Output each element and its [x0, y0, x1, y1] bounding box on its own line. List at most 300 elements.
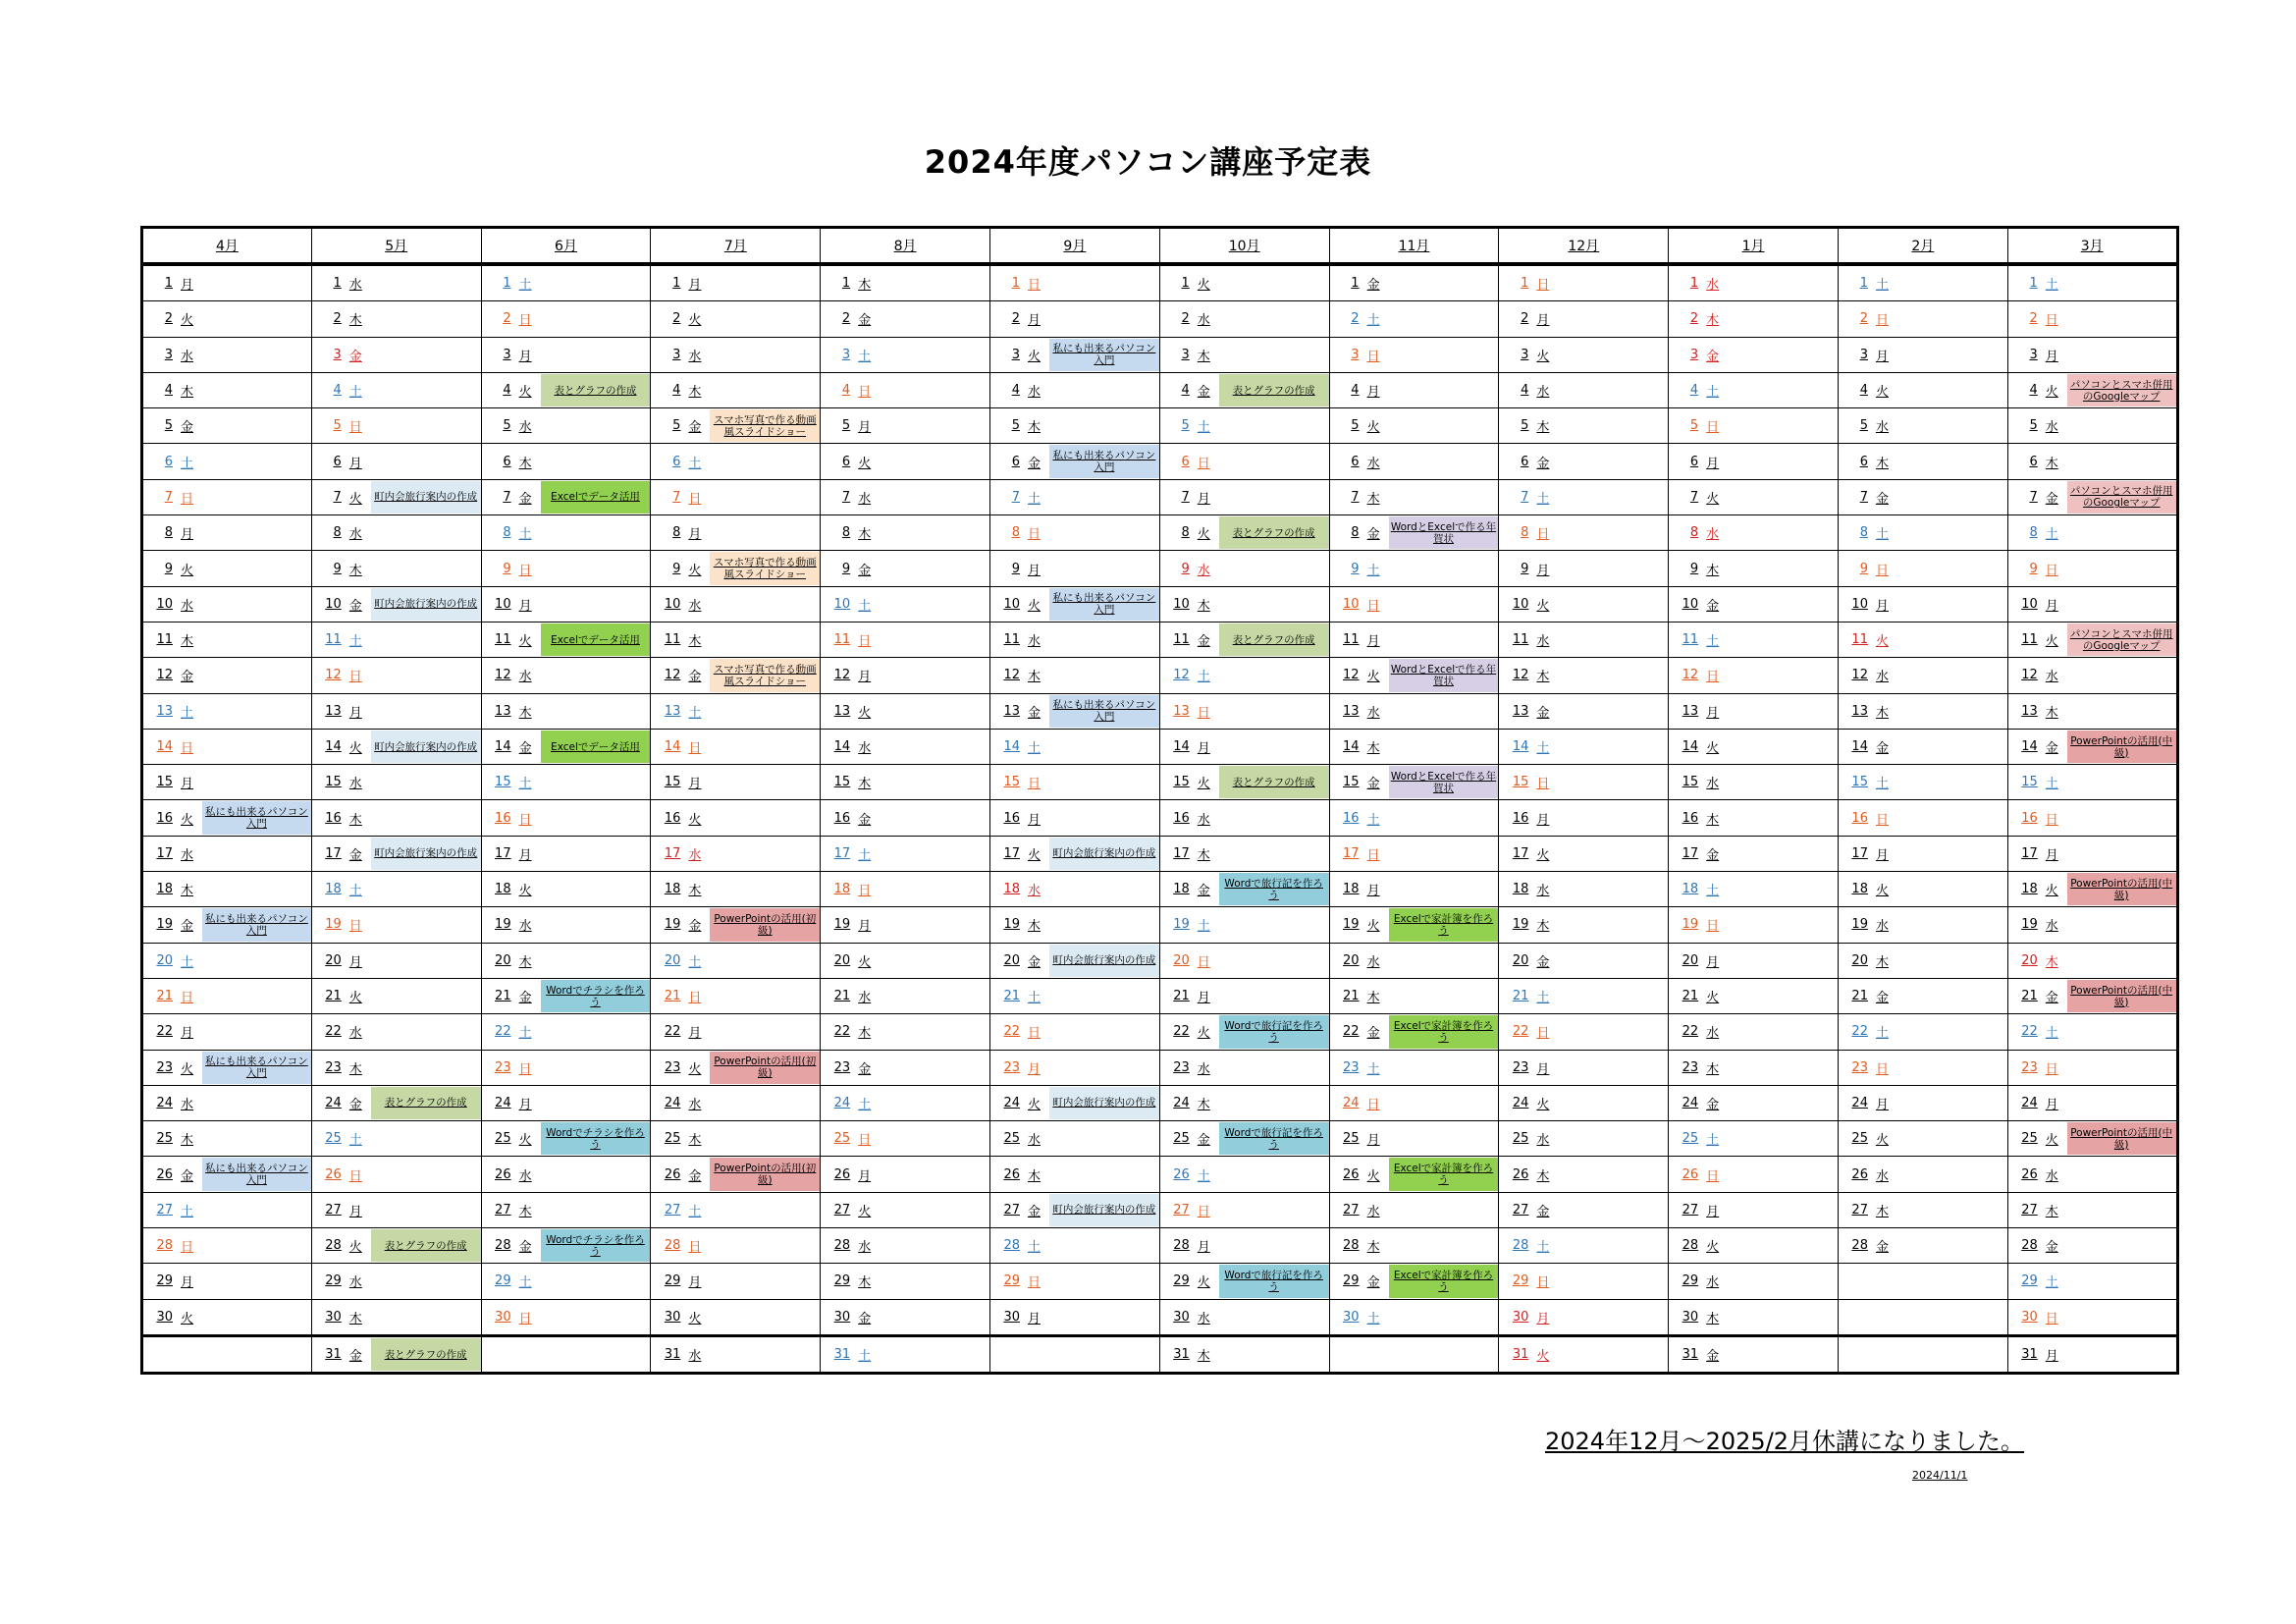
- weekday: 月: [518, 1097, 532, 1112]
- day-number: 12: [1851, 668, 1868, 683]
- day-number: 25: [156, 1131, 173, 1147]
- day-row: [142, 264, 2178, 301]
- day-number: 13: [325, 703, 342, 719]
- day-number: 7: [841, 489, 851, 505]
- day-cell: [1838, 479, 2007, 514]
- day-number: 22: [325, 1024, 342, 1040]
- course-event: Excelで家計簿を作ろう: [1389, 908, 1499, 941]
- day-number: 30: [1173, 1309, 1190, 1325]
- day-number: 18: [156, 882, 173, 897]
- day-cell: [821, 765, 990, 800]
- day-number: 20: [2021, 952, 2038, 968]
- weekday: 土: [1875, 527, 1889, 543]
- day-number: 17: [1512, 845, 1529, 861]
- weekday: 木: [181, 1133, 194, 1149]
- day-cell-content: [1669, 694, 1838, 729]
- day-cell: [1159, 1264, 1329, 1299]
- day-cell-content: [312, 551, 481, 585]
- day-cell: [1499, 551, 1669, 586]
- day-number: 25: [1512, 1131, 1529, 1147]
- weekday: 日: [858, 385, 872, 401]
- day-cell: [821, 1192, 990, 1227]
- weekday: 日: [1027, 1026, 1041, 1042]
- day-cell: [1159, 729, 1329, 764]
- day-number: 16: [833, 810, 851, 826]
- day-number: 30: [495, 1309, 511, 1325]
- day-cell-content: [1839, 765, 2007, 799]
- weekday: 木: [181, 884, 194, 899]
- weekday: 金: [518, 991, 532, 1006]
- day-number: 18: [325, 882, 342, 897]
- day-cell: [481, 444, 651, 479]
- day-number: 24: [1851, 1095, 1868, 1110]
- day-cell-content: [2008, 1121, 2176, 1156]
- day-cell-content: [990, 301, 1159, 336]
- day-cell-content: [990, 266, 1159, 300]
- day-cell-content: [1669, 623, 1838, 657]
- day-number: 19: [1851, 917, 1868, 933]
- day-cell-content: [482, 800, 651, 835]
- weekday: 日: [2045, 1061, 2058, 1077]
- course-event: スマホ写真で作る動画風スライドショー: [710, 409, 820, 442]
- weekday: 金: [1197, 884, 1210, 899]
- day-number: 4: [672, 383, 681, 399]
- weekday: 日: [1875, 812, 1889, 828]
- weekday: 月: [1027, 563, 1041, 578]
- day-cell-content: [312, 658, 481, 692]
- course-event: 表とグラフの作成: [371, 1087, 481, 1119]
- day-cell-content: [143, 623, 311, 657]
- day-cell-content: [482, 1157, 651, 1191]
- day-cell-content: [312, 1193, 481, 1227]
- weekday: 土: [518, 278, 532, 294]
- weekday: 日: [1875, 313, 1889, 329]
- day-number: 4: [1181, 383, 1190, 399]
- day-number: 10: [1851, 596, 1868, 612]
- day-cell-content: [312, 1300, 481, 1334]
- weekday: 月: [1536, 1061, 1550, 1077]
- weekday: 火: [688, 563, 702, 578]
- day-cell: [311, 693, 481, 729]
- course-event: PowerPointの活用(初級): [710, 1158, 820, 1190]
- day-number: 9: [2029, 561, 2038, 576]
- day-cell: [821, 301, 990, 337]
- day-cell-content: [2008, 800, 2176, 835]
- day-cell: [311, 264, 481, 301]
- day-number: 12: [833, 668, 851, 683]
- day-cell: [481, 943, 651, 978]
- day-cell-content: [1839, 1300, 2007, 1334]
- weekday: 土: [688, 1204, 702, 1219]
- day-cell: [1499, 586, 1669, 622]
- day-number: 6: [333, 454, 342, 469]
- day-cell: [311, 408, 481, 444]
- day-cell-content: [312, 694, 481, 729]
- day-cell: [1669, 1264, 1839, 1299]
- weekday: 金: [1366, 1026, 1380, 1042]
- day-number: 30: [833, 1309, 851, 1325]
- day-number: 17: [1851, 845, 1868, 861]
- weekday: 金: [1875, 491, 1889, 507]
- day-number: 23: [1173, 1059, 1190, 1075]
- day-cell-content: [1330, 515, 1499, 550]
- weekday: 火: [1197, 527, 1210, 543]
- weekday: 日: [2045, 812, 2058, 828]
- day-cell-content: [1499, 907, 1668, 942]
- day-cell: [989, 372, 1159, 407]
- day-cell-content: [312, 444, 481, 478]
- day-number: 22: [1173, 1024, 1190, 1040]
- day-cell-content: [1330, 1157, 1499, 1191]
- day-cell: [651, 515, 821, 551]
- day-cell-content: [1839, 907, 2007, 942]
- day-number: 16: [495, 810, 511, 826]
- day-number: 28: [1851, 1238, 1868, 1254]
- day-number: 16: [1851, 810, 1868, 826]
- day-cell-content: [1839, 800, 2007, 835]
- weekday: 金: [1536, 1204, 1550, 1219]
- day-number: 8: [164, 525, 173, 541]
- day-row: [142, 372, 2178, 407]
- day-cell-content: [482, 373, 651, 407]
- day-cell: [142, 729, 312, 764]
- weekday: 火: [1875, 884, 1889, 899]
- day-number: 13: [1851, 703, 1868, 719]
- day-cell: [1499, 872, 1669, 907]
- day-cell: [1159, 943, 1329, 978]
- course-event: WordとExcelで作る年賀状: [1389, 659, 1499, 691]
- day-cell: [651, 622, 821, 657]
- day-cell: [481, 1121, 651, 1157]
- day-number: 18: [664, 882, 681, 897]
- day-cell: [1669, 551, 1839, 586]
- weekday: 日: [1706, 420, 1720, 436]
- day-cell-content: [821, 301, 989, 336]
- weekday: 木: [858, 777, 872, 792]
- day-cell-content: [312, 907, 481, 942]
- day-cell: [1669, 301, 1839, 337]
- day-cell-content: [990, 1264, 1159, 1298]
- day-number: 16: [1173, 810, 1190, 826]
- course-event: スマホ写真で作る動画風スライドショー: [710, 659, 820, 691]
- day-cell: [1669, 622, 1839, 657]
- day-cell: [311, 1335, 481, 1373]
- day-cell: [1499, 622, 1669, 657]
- day-cell-content: [990, 979, 1159, 1013]
- day-number: 7: [503, 489, 511, 505]
- day-number: 25: [664, 1131, 681, 1147]
- day-cell: [311, 1228, 481, 1264]
- day-cell: [2007, 1157, 2177, 1192]
- course-event: 町内会旅行案内の作成: [371, 481, 481, 514]
- day-number: 5: [2029, 418, 2038, 434]
- day-cell: [1159, 264, 1329, 301]
- day-number: 6: [1689, 454, 1699, 469]
- day-number: 22: [1682, 1024, 1699, 1040]
- day-number: 12: [664, 668, 681, 683]
- day-number: 20: [833, 952, 851, 968]
- weekday: 水: [858, 741, 872, 756]
- day-cell: [651, 800, 821, 836]
- day-row: [142, 1050, 2178, 1085]
- day-cell-content: [1160, 944, 1329, 978]
- day-cell-content: [821, 765, 989, 799]
- day-cell: [1159, 693, 1329, 729]
- day-number: 2: [672, 311, 681, 327]
- day-cell-content: [1669, 837, 1838, 871]
- day-cell-content: [1499, 480, 1668, 514]
- day-cell: [1159, 1014, 1329, 1050]
- day-cell: [821, 586, 990, 622]
- day-number: 12: [1173, 668, 1190, 683]
- day-cell: [2007, 372, 2177, 407]
- day-cell-content: [1839, 587, 2007, 622]
- weekday: 土: [348, 1133, 362, 1149]
- day-number: 3: [672, 347, 681, 362]
- day-cell: [311, 765, 481, 800]
- day-cell-content: [990, 800, 1159, 835]
- day-cell-content: [312, 338, 481, 372]
- weekday: 火: [1536, 349, 1550, 364]
- day-cell-content: [1839, 623, 2007, 657]
- day-cell-content: [482, 944, 651, 978]
- day-cell: [311, 551, 481, 586]
- day-number: 14: [495, 739, 511, 754]
- day-number: 29: [1003, 1273, 1020, 1289]
- day-number: 11: [325, 632, 342, 648]
- day-number: 16: [1003, 810, 1020, 826]
- day-cell-content: [1669, 765, 1838, 799]
- day-cell-content: [1839, 1264, 2007, 1298]
- day-cell: [1329, 622, 1499, 657]
- update-date: 2024/11/1: [1912, 1469, 1968, 1482]
- day-cell: [2007, 765, 2177, 800]
- day-number: 21: [1851, 989, 1868, 1004]
- weekday: 月: [688, 278, 702, 294]
- day-number: 19: [2021, 917, 2038, 933]
- weekday: 月: [858, 670, 872, 685]
- day-number: 28: [1003, 1238, 1020, 1254]
- weekday: 火: [688, 812, 702, 828]
- weekday: 水: [1027, 634, 1041, 650]
- day-cell: [651, 1264, 821, 1299]
- weekday: 金: [2045, 491, 2058, 507]
- month-header: 2月: [1838, 228, 2007, 265]
- day-cell: [1669, 1335, 1839, 1373]
- day-cell-content: [1839, 480, 2007, 514]
- day-cell: [821, 872, 990, 907]
- weekday: 火: [858, 1204, 872, 1219]
- day-cell: [2007, 1192, 2177, 1227]
- day-cell: [1329, 551, 1499, 586]
- weekday: 木: [1706, 313, 1720, 329]
- weekday: 日: [1366, 847, 1380, 863]
- day-number: 21: [1173, 989, 1190, 1004]
- day-cell: [651, 729, 821, 764]
- weekday: 月: [181, 527, 194, 543]
- day-cell: [311, 301, 481, 337]
- day-cell: [142, 1050, 312, 1085]
- day-number: 12: [2021, 668, 2038, 683]
- day-cell: [142, 800, 312, 836]
- day-cell-content: [1499, 551, 1668, 585]
- day-cell: [1329, 1121, 1499, 1157]
- day-row: [142, 479, 2178, 514]
- day-number: 1: [2029, 276, 2038, 292]
- day-cell: [1669, 1121, 1839, 1157]
- day-number: 4: [333, 383, 342, 399]
- course-event: 表とグラフの作成: [541, 374, 651, 406]
- day-number: 10: [495, 596, 511, 612]
- day-number: 26: [833, 1166, 851, 1182]
- course-event: 私にも出来るパソコン入門: [202, 1052, 311, 1084]
- day-number: 31: [833, 1347, 851, 1363]
- day-cell: [651, 1121, 821, 1157]
- day-number: 25: [1851, 1131, 1868, 1147]
- day-cell-content: [1160, 623, 1329, 657]
- day-cell: [1159, 1228, 1329, 1264]
- day-cell: [651, 765, 821, 800]
- day-cell-content: [1839, 301, 2007, 336]
- weekday: 日: [518, 563, 532, 578]
- day-number: 18: [1512, 882, 1529, 897]
- weekday: 火: [1027, 1097, 1041, 1112]
- day-cell: [311, 943, 481, 978]
- day-cell-content: [1499, 944, 1668, 978]
- day-cell-content: [1669, 979, 1838, 1013]
- weekday: 月: [1536, 1311, 1550, 1326]
- day-cell-content: [2008, 1264, 2176, 1298]
- weekday: 水: [1197, 563, 1210, 578]
- day-number: 5: [672, 418, 681, 434]
- day-cell: [1499, 1192, 1669, 1227]
- day-cell: [1329, 479, 1499, 514]
- weekday: 日: [1027, 777, 1041, 792]
- day-cell-content: [1160, 907, 1329, 942]
- day-number: 30: [1003, 1309, 1020, 1325]
- day-cell: [989, 907, 1159, 943]
- day-cell: [1669, 372, 1839, 407]
- day-number: 21: [2021, 989, 2038, 1004]
- day-cell-content: [312, 944, 481, 978]
- weekday: 日: [1197, 1204, 1210, 1219]
- day-row: [142, 800, 2178, 836]
- day-number: 26: [1343, 1166, 1360, 1182]
- day-cell: [989, 551, 1159, 586]
- day-cell: [1838, 836, 2007, 871]
- day-cell-content: [821, 730, 989, 764]
- course-event: Wordで旅行記を作ろう: [1219, 873, 1329, 905]
- day-number: 21: [664, 989, 681, 1004]
- day-cell-content: [990, 515, 1159, 550]
- day-cell: [142, 515, 312, 551]
- weekday: 土: [858, 1349, 872, 1365]
- day-number: 17: [495, 845, 511, 861]
- day-row: [142, 1228, 2178, 1264]
- weekday: 土: [1366, 1311, 1380, 1326]
- day-cell: [2007, 693, 2177, 729]
- day-cell-content: [1669, 1300, 1838, 1334]
- day-number: 19: [664, 917, 681, 933]
- day-number: 1: [841, 276, 851, 292]
- calendar-body: [142, 264, 2178, 1374]
- day-cell: [1499, 372, 1669, 407]
- day-cell-content: [1160, 1228, 1329, 1263]
- day-cell: [142, 765, 312, 800]
- day-cell-content: [651, 1086, 820, 1120]
- weekday: 月: [1536, 812, 1550, 828]
- day-cell-content: [143, 658, 311, 692]
- day-cell: [1838, 943, 2007, 978]
- day-cell-content: [312, 1264, 481, 1298]
- weekday: 水: [858, 491, 872, 507]
- weekday: 月: [1536, 563, 1550, 578]
- day-cell-content: [821, 1337, 989, 1372]
- day-cell-content: [1330, 408, 1499, 443]
- day-cell-content: [312, 979, 481, 1013]
- weekday: 木: [1706, 812, 1720, 828]
- day-cell-content: [1499, 872, 1668, 906]
- day-number: 23: [1343, 1059, 1360, 1075]
- weekday: 木: [181, 634, 194, 650]
- day-number: 9: [672, 561, 681, 576]
- day-number: 13: [664, 703, 681, 719]
- day-cell-content: [2008, 444, 2176, 478]
- weekday: 水: [688, 1349, 702, 1365]
- day-row: [142, 658, 2178, 693]
- day-number: 18: [1003, 882, 1020, 897]
- weekday: 水: [518, 420, 532, 436]
- day-number: 13: [1173, 703, 1190, 719]
- day-cell: [1159, 337, 1329, 372]
- day-cell: [142, 1228, 312, 1264]
- day-cell: [1329, 943, 1499, 978]
- day-number: 5: [1859, 418, 1868, 434]
- day-cell-content: [1669, 1228, 1838, 1263]
- day-number: 30: [1343, 1309, 1360, 1325]
- course-event: Wordで旅行記を作ろう: [1219, 1265, 1329, 1297]
- day-number: 3: [841, 347, 851, 362]
- day-cell-content: [1839, 730, 2007, 764]
- day-number: 27: [833, 1202, 851, 1218]
- day-cell-content: [1839, 1014, 2007, 1049]
- weekday: 月: [1027, 1061, 1041, 1077]
- day-cell-content: [1669, 1157, 1838, 1191]
- weekday: 土: [1875, 1026, 1889, 1042]
- day-cell-content: [651, 1300, 820, 1334]
- weekday: 水: [858, 1240, 872, 1256]
- day-cell: [821, 658, 990, 693]
- weekday: 木: [1536, 919, 1550, 935]
- day-cell-content: [651, 408, 820, 443]
- course-event: Excelで家計簿を作ろう: [1389, 1158, 1499, 1190]
- day-cell-content: [1330, 694, 1499, 729]
- day-cell: [311, 1299, 481, 1335]
- day-cell-content: [1160, 872, 1329, 906]
- page-title: 2024年度パソコン講座予定表: [924, 143, 1372, 181]
- weekday: 日: [1027, 278, 1041, 294]
- weekday: 水: [1027, 385, 1041, 401]
- day-number: 19: [1512, 917, 1529, 933]
- weekday: 火: [1197, 1275, 1210, 1291]
- weekday: 月: [1536, 313, 1550, 329]
- day-cell-content: [651, 551, 820, 585]
- day-row: [142, 337, 2178, 372]
- day-number: 12: [156, 668, 173, 683]
- weekday: 火: [1706, 741, 1720, 756]
- day-cell: [2007, 1299, 2177, 1335]
- day-cell-content: [482, 872, 651, 906]
